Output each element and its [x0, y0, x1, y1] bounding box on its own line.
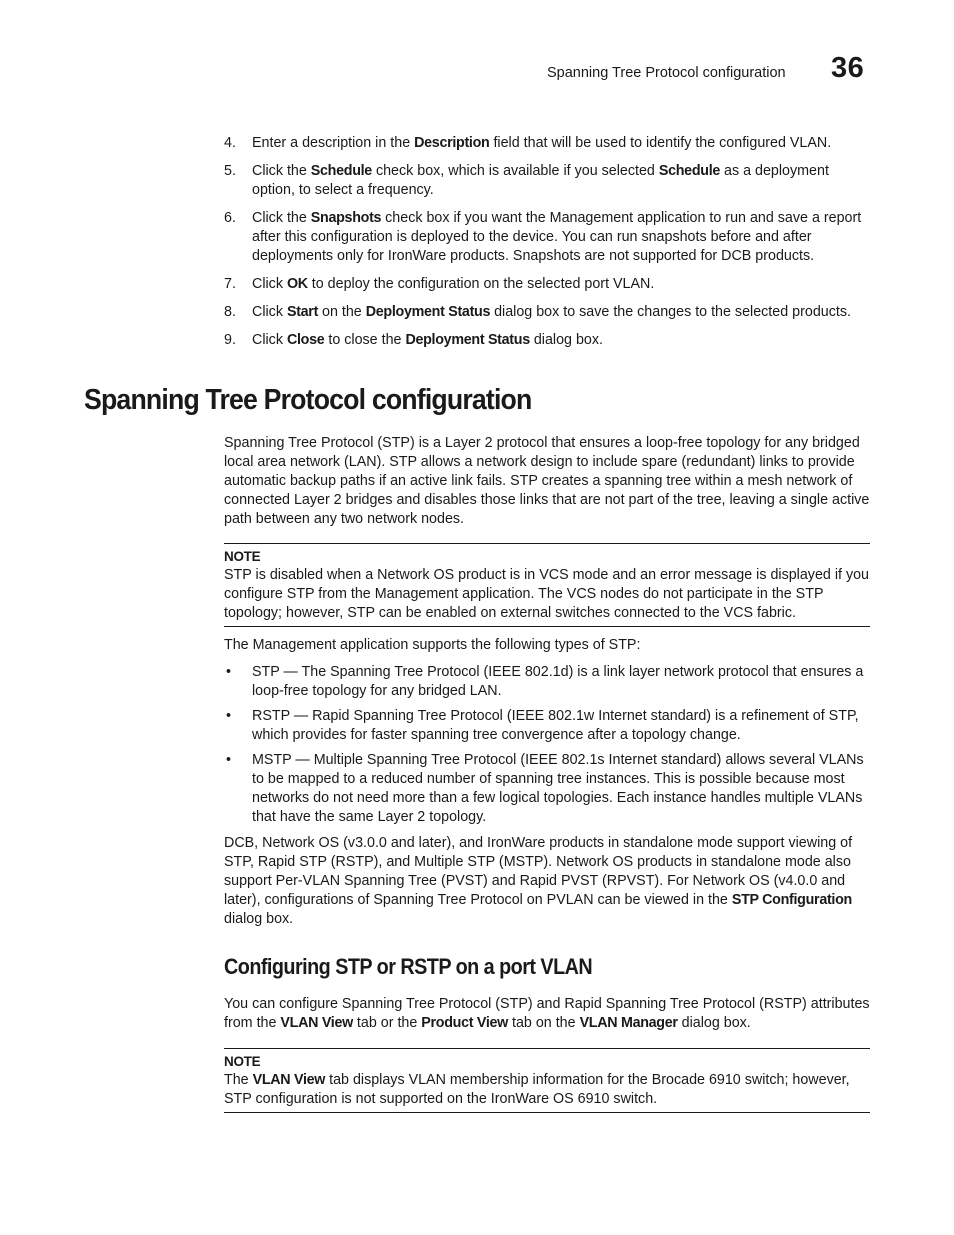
step-text: Click Close to close the Deployment Status dialog box. — [252, 332, 603, 348]
ui-term: Start — [286, 304, 319, 320]
ui-term: VLAN Manager — [579, 1015, 678, 1031]
step-number: 7. — [224, 276, 236, 292]
ui-term: OK — [286, 276, 308, 292]
list-item — [224, 707, 870, 745]
step-item — [224, 134, 870, 153]
ui-term: VLAN View — [280, 1015, 353, 1031]
step-number: 6. — [224, 210, 236, 226]
list-item-text: RSTP — Rapid Spanning Tree Protocol (IEEE 802.1w Internet standard) is a refinement of STP, which provides for faster spanning tree convergence after a topology change. — [252, 708, 859, 743]
step-number: 5. — [224, 163, 236, 179]
ui-term: Product View — [421, 1015, 509, 1031]
ui-term: Schedule — [310, 163, 372, 179]
step-number: 4. — [224, 135, 236, 151]
ui-term: Deployment Status — [365, 304, 491, 320]
note-text: STP is disabled when a Network OS product is in VCS mode and an error message is displayed if you configure STP from the Management application. The VCS nodes do not participate in the STP topology; however, STP can be enabled on external switches connected to the VCS fabric. — [224, 567, 870, 621]
note-box-vlan — [224, 1048, 870, 1113]
section-heading: Spanning Tree Protocol configuration — [84, 384, 532, 416]
supports-intro: The Management application supports the following types of STP: — [224, 637, 641, 653]
step-item — [224, 275, 870, 294]
list-item — [224, 751, 870, 827]
step-item — [224, 162, 870, 200]
ui-term: Deployment Status — [405, 332, 530, 348]
step-text: Enter a description in the Description field that will be used to identify the configured VLAN. — [252, 135, 832, 151]
step-number: 8. — [224, 304, 236, 320]
running-header-title: Spanning Tree Protocol configuration — [547, 65, 786, 81]
list-item — [224, 663, 870, 701]
step-number: 9. — [224, 332, 236, 348]
bullet-icon: • — [226, 708, 232, 724]
chapter-number: 36 — [831, 52, 865, 84]
bullet-icon: • — [226, 752, 232, 768]
dcb-paragraph: DCB, Network OS (v3.0.0 and later), and IronWare products in standalone mode support viewing of STP, Rapid STP (RSTP), and Multiple STP (MSTP). Network OS products in standalone mode also support Per-VLAN Spanning Tree (PVST) and Rapid PVST (RPVST). For Network OS (v4.0.0 and later), configurations of Spanning Tree Protocol on PVLAN can be viewed in the STP Configuration dialog box. — [224, 835, 853, 927]
step-item — [224, 209, 870, 266]
ui-term: Close — [286, 332, 325, 348]
step-text: Click Start on the Deployment Status dialog box to save the changes to the selected products. — [252, 304, 851, 320]
note-label: NOTE — [224, 1054, 261, 1069]
note-label: NOTE — [224, 549, 261, 564]
ui-term: STP Configuration — [731, 892, 852, 908]
stp-types-list — [224, 663, 870, 833]
note-box — [224, 543, 870, 627]
step-text: Click the Snapshots check box if you want the Management application to run and save a report after this configuration is deployed to the device. You can run snapshots before and after deployments only for IronWare products. Snapshots are not supported for DCB products. — [252, 210, 862, 264]
list-item-text: STP — The Spanning Tree Protocol (IEEE 802.1d) is a link layer network protocol that ensures a loop-free topology for any bridged LAN. — [252, 664, 864, 699]
configure-paragraph: You can configure Spanning Tree Protocol (STP) and Rapid Spanning Tree Protocol (RSTP) attributes from the VLAN View tab or the Product View tab on the VLAN Manager dialog box. — [224, 996, 870, 1031]
bullet-icon: • — [226, 664, 232, 680]
procedure-steps — [224, 134, 870, 359]
step-item — [224, 303, 870, 322]
step-text: Click the Schedule check box, which is available if you selected Schedule as a deployment option, to select a frequency. — [252, 163, 829, 198]
step-item — [224, 331, 870, 350]
note-text: The VLAN View tab displays VLAN membership information for the Brocade 6910 switch; however, STP configuration is not supported on the IronWare OS 6910 switch. — [224, 1072, 850, 1107]
ui-term: Schedule — [658, 163, 721, 179]
ui-term: Snapshots — [310, 210, 382, 226]
step-text: Click OK to deploy the configuration on the selected port VLAN. — [252, 276, 655, 292]
intro-paragraph: Spanning Tree Protocol (STP) is a Layer 2 protocol that ensures a loop-free topology for any bridged local area network (LAN). STP allows a network design to include spare (redundant) links to provide automatic backup paths if an active link fails. STP creates a spanning tree within a mesh network of connected Layer 2 bridges and disables those links that are not part of the tree, leaving a single active path between any two network nodes. — [224, 435, 870, 527]
list-item-text: MSTP — Multiple Spanning Tree Protocol (IEEE 802.1s Internet standard) allows several VLANs to be mapped to a reduced number of spanning tree instances. This is possible because most networks do not need more than a few logical topologies. Each instance handles multiple VLANs that have the same Layer 2 topology. — [252, 752, 864, 825]
ui-term: Description — [414, 135, 490, 151]
subsection-heading: Configuring STP or RSTP on a port VLAN — [224, 954, 593, 979]
ui-term: VLAN View — [252, 1072, 326, 1088]
